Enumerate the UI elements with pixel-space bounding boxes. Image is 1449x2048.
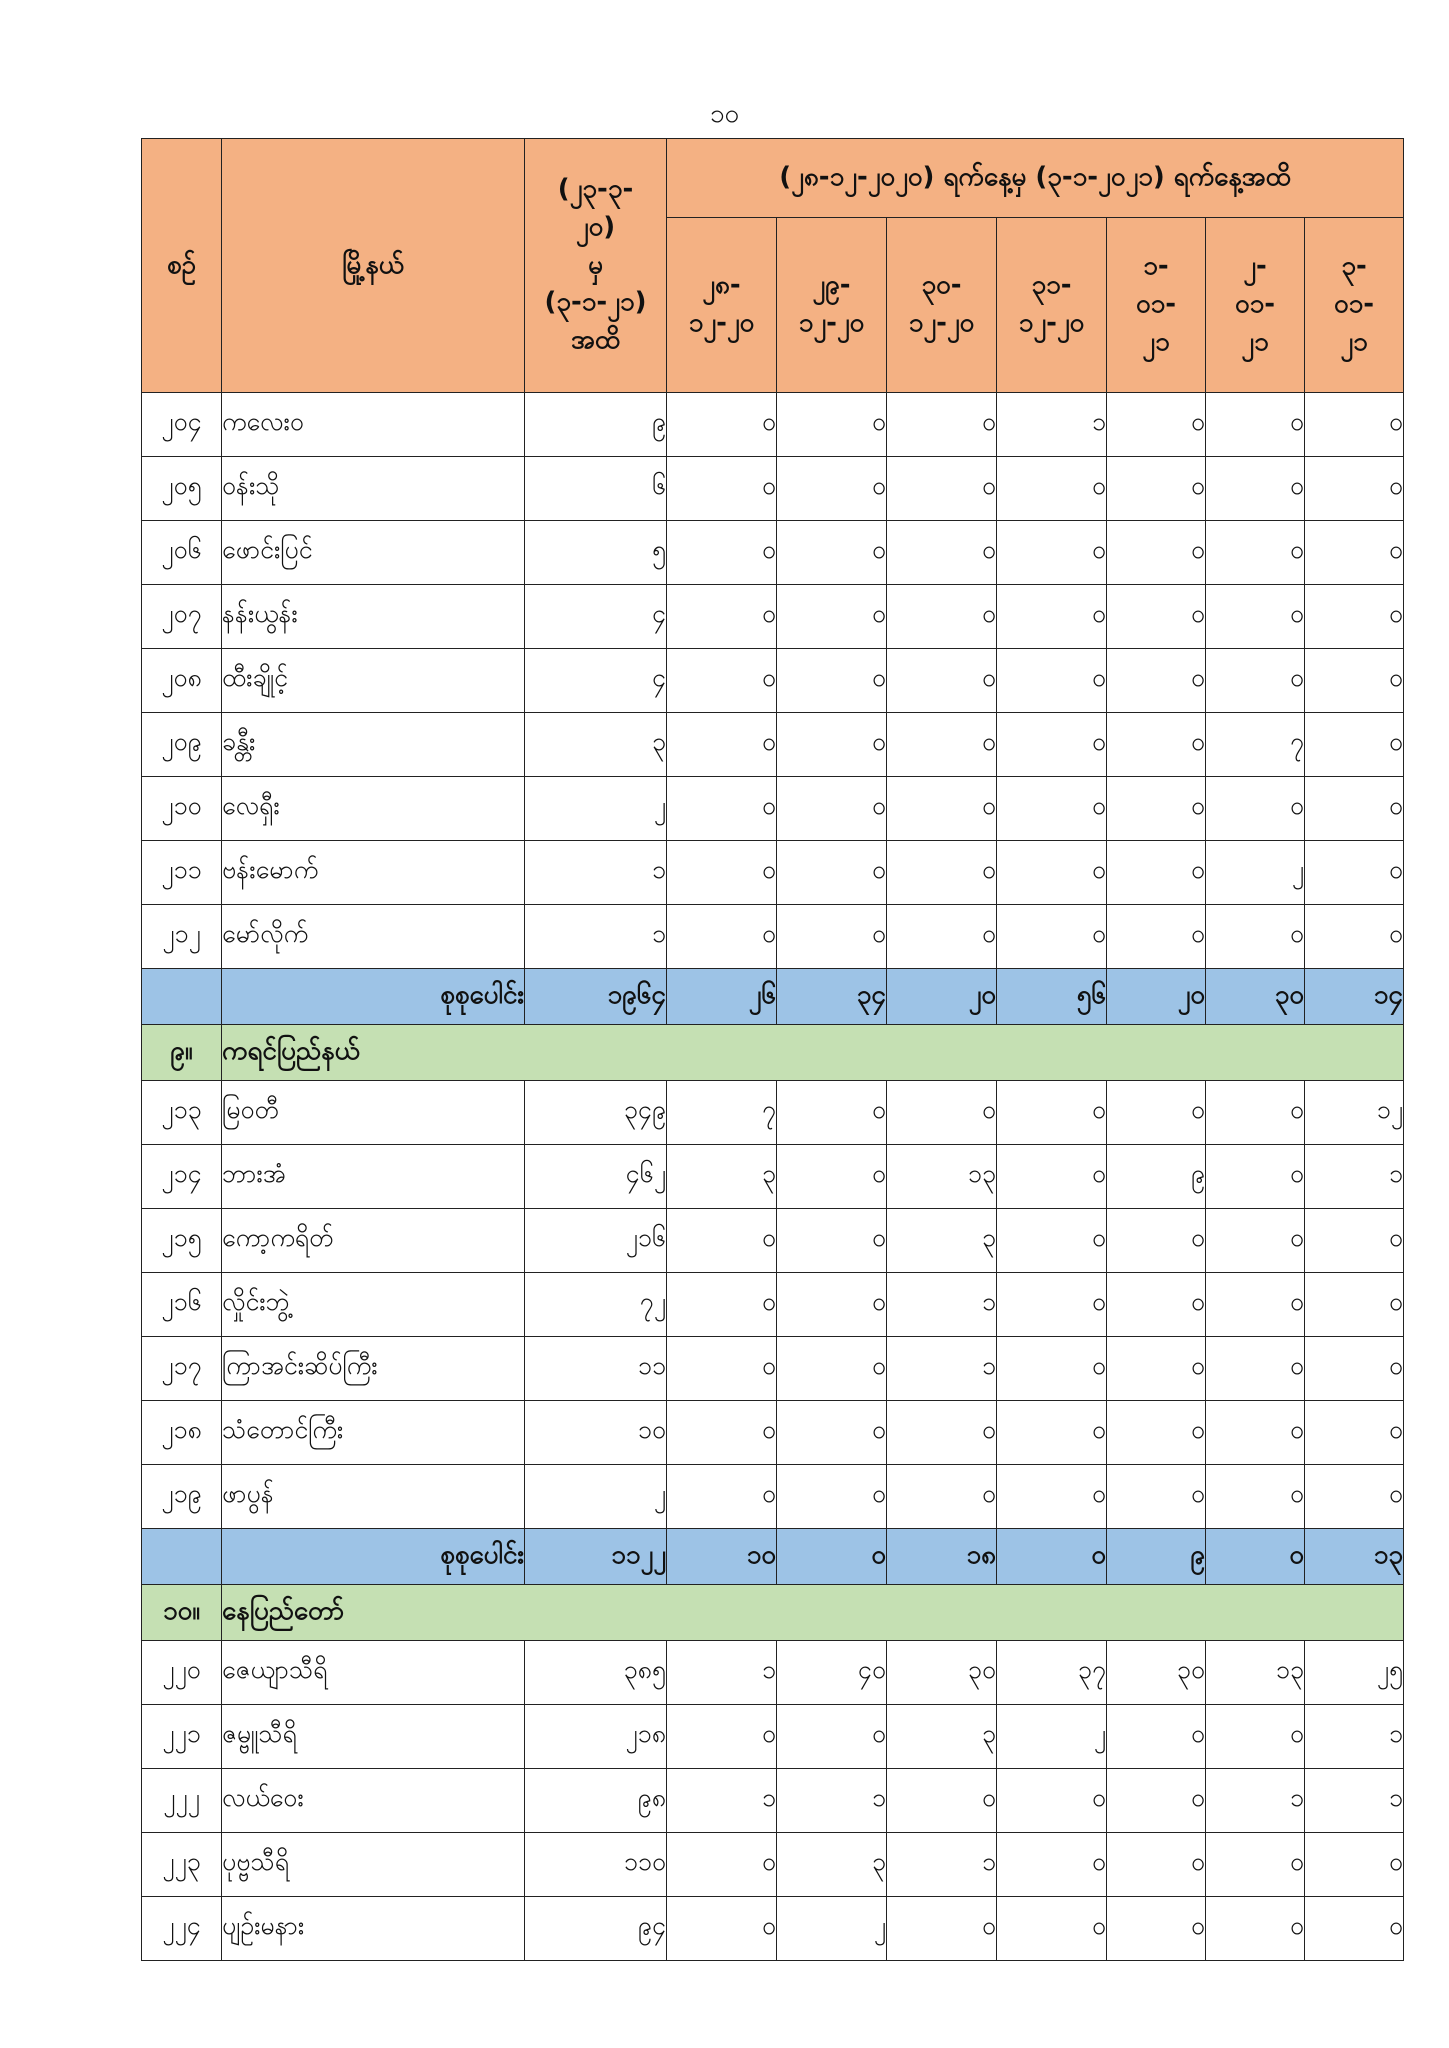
daily-count: ၀ — [1305, 585, 1404, 649]
cumulative-count: ၄ — [525, 649, 667, 713]
daily-count: ၀ — [997, 1209, 1107, 1273]
township-name: လှိုင်းဘွဲ့ — [222, 1273, 525, 1337]
cumulative-count: ၁၀ — [525, 1401, 667, 1465]
daily-count: ၀ — [887, 841, 997, 905]
header-cumulative-line: (၃-၁-၂၁) — [544, 287, 647, 318]
township-name: ထီးချိုင့် — [222, 649, 525, 713]
daily-count: ၀ — [887, 713, 997, 777]
daily-count: ၀ — [1305, 1465, 1404, 1529]
table-row — [142, 1337, 1404, 1401]
daily-count: ၀ — [1107, 841, 1206, 905]
daily-count: ၀ — [667, 1209, 777, 1273]
daily-count: ၀ — [887, 393, 997, 457]
daily-count: ၀ — [1107, 1337, 1206, 1401]
cumulative-count: ၂ — [525, 777, 667, 841]
header-cumulative-line: အထိ — [570, 325, 620, 356]
daily-count: ၁ — [667, 1641, 777, 1705]
table-row — [142, 713, 1404, 777]
cumulative-count: ၂၁၆ — [525, 1209, 667, 1273]
daily-count: ၁ — [667, 1769, 777, 1833]
township-name: လေရှီး — [222, 777, 525, 841]
table-row — [142, 1705, 1404, 1769]
header-date: ၃၁- ၁၂-၂၀ — [997, 218, 1107, 393]
township-name: ဗန်းမောက် — [222, 841, 525, 905]
section-number: ၉။ — [142, 1025, 222, 1081]
daily-count: ၀ — [1206, 1273, 1305, 1337]
daily-count: ၀ — [1206, 1833, 1305, 1897]
total-daily: ၃၀ — [1206, 969, 1305, 1025]
daily-count: ၀ — [777, 1209, 887, 1273]
daily-count: ၀ — [777, 393, 887, 457]
header-date: ၁- ၀၁- ၂၁ — [1107, 218, 1206, 393]
daily-count: ၀ — [887, 649, 997, 713]
daily-count: ၀ — [1305, 1401, 1404, 1465]
daily-count: ၁ — [887, 1833, 997, 1897]
daily-count: ၀ — [667, 1705, 777, 1769]
total-daily: ၁၃ — [1305, 1529, 1404, 1585]
daily-count: ၀ — [1107, 1273, 1206, 1337]
row-number: ၂၀၈ — [142, 649, 222, 713]
table-row — [142, 1897, 1404, 1961]
township-name: ပျဉ်းမနား — [222, 1897, 525, 1961]
daily-count: ၀ — [667, 1337, 777, 1401]
row-number: ၂၀၆ — [142, 521, 222, 585]
cumulative-count: ၃၈၅ — [525, 1641, 667, 1705]
daily-count: ၀ — [997, 1465, 1107, 1529]
table-row — [142, 1401, 1404, 1465]
section-name: နေပြည်တော် — [222, 1585, 1404, 1641]
row-number: ၂၁၈ — [142, 1401, 222, 1465]
section-row — [142, 1585, 1404, 1641]
daily-count: ၀ — [1206, 1081, 1305, 1145]
daily-count: ၀ — [667, 1401, 777, 1465]
total-daily: ၅၆ — [997, 969, 1107, 1025]
cumulative-count: ၅ — [525, 521, 667, 585]
daily-count: ၀ — [1107, 1401, 1206, 1465]
table-row — [142, 777, 1404, 841]
row-number: ၂၀၉ — [142, 713, 222, 777]
cumulative-count: ၇၂ — [525, 1273, 667, 1337]
daily-count: ၄၀ — [777, 1641, 887, 1705]
daily-count: ၀ — [887, 777, 997, 841]
total-label: စုစုပေါင်း — [222, 1529, 525, 1585]
table-row — [142, 585, 1404, 649]
daily-count: ၀ — [1305, 1897, 1404, 1961]
row-number: ၂၁၃ — [142, 1081, 222, 1145]
daily-count: ၇ — [1206, 713, 1305, 777]
table-row — [142, 1641, 1404, 1705]
daily-count: ၀ — [1206, 585, 1305, 649]
daily-count: ၁၃ — [887, 1145, 997, 1209]
daily-count: ၀ — [1107, 1209, 1206, 1273]
cumulative-count: ၉၄ — [525, 1897, 667, 1961]
cumulative-count: ၁ — [525, 905, 667, 969]
daily-count: ၀ — [1107, 585, 1206, 649]
header-cumulative-line: (၂၃-၃- — [557, 174, 634, 205]
daily-count: ၀ — [777, 1081, 887, 1145]
total-daily: ၀ — [777, 1529, 887, 1585]
daily-count: ၀ — [887, 1465, 997, 1529]
daily-count: ၀ — [997, 457, 1107, 521]
row-number: ၂၁၂ — [142, 905, 222, 969]
table-row — [142, 521, 1404, 585]
daily-count: ၃၇ — [997, 1641, 1107, 1705]
daily-count: ၀ — [1305, 713, 1404, 777]
daily-count: ၀ — [1305, 841, 1404, 905]
daily-count: ၁ — [887, 1337, 997, 1401]
cumulative-count: ၆ — [525, 457, 667, 521]
daily-count: ၀ — [1206, 521, 1305, 585]
daily-count: ၀ — [1107, 905, 1206, 969]
daily-count: ၀ — [1107, 777, 1206, 841]
daily-count: ၀ — [777, 1145, 887, 1209]
daily-count: ၀ — [887, 905, 997, 969]
daily-count: ၀ — [1305, 393, 1404, 457]
daily-count: ၀ — [667, 1273, 777, 1337]
row-number: ၂၂၃ — [142, 1833, 222, 1897]
total-daily: ၁၈ — [887, 1529, 997, 1585]
row-number: ၂၁၀ — [142, 777, 222, 841]
daily-count: ၀ — [1107, 1769, 1206, 1833]
daily-count: ၃ — [887, 1705, 997, 1769]
daily-count: ၉ — [1107, 1145, 1206, 1209]
daily-count: ၀ — [1305, 457, 1404, 521]
daily-count: ၁ — [1305, 1769, 1404, 1833]
township-name: ခန္တီး — [222, 713, 525, 777]
daily-count: ၀ — [777, 905, 887, 969]
daily-count: ၀ — [777, 1273, 887, 1337]
daily-count: ၀ — [667, 713, 777, 777]
daily-count: ၀ — [997, 1273, 1107, 1337]
daily-count: ၇ — [667, 1081, 777, 1145]
daily-count: ၀ — [887, 1897, 997, 1961]
daily-count: ၀ — [1107, 1833, 1206, 1897]
daily-count: ၀ — [777, 777, 887, 841]
daily-count: ၀ — [667, 905, 777, 969]
daily-count: ၀ — [997, 1145, 1107, 1209]
township-name: ကြာအင်းဆိပ်ကြီး — [222, 1337, 525, 1401]
daily-count: ၂ — [997, 1705, 1107, 1769]
page-number: ၁၀ — [709, 99, 740, 129]
daily-count: ၀ — [667, 585, 777, 649]
daily-count: ၀ — [1107, 1897, 1206, 1961]
daily-count: ၀ — [1206, 393, 1305, 457]
township-name: ဖောင်းပြင် — [222, 521, 525, 585]
row-number: ၂၁၆ — [142, 1273, 222, 1337]
daily-count: ၀ — [1107, 393, 1206, 457]
daily-count: ၀ — [997, 585, 1107, 649]
row-number: ၂၁၁ — [142, 841, 222, 905]
daily-count: ၀ — [997, 649, 1107, 713]
daily-count: ၀ — [1107, 457, 1206, 521]
header-date: ၂- ၀၁- ၂၁ — [1206, 218, 1305, 393]
daily-count: ၀ — [1206, 457, 1305, 521]
table-row — [142, 841, 1404, 905]
daily-count: ၂၅ — [1305, 1641, 1404, 1705]
daily-count: ၀ — [1305, 1833, 1404, 1897]
daily-count: ၀ — [1206, 905, 1305, 969]
daily-count: ၀ — [1305, 777, 1404, 841]
daily-count: ၁ — [1206, 1769, 1305, 1833]
daily-count: ၀ — [777, 1465, 887, 1529]
cumulative-count: ၁ — [525, 841, 667, 905]
daily-count: ၀ — [1206, 777, 1305, 841]
daily-count: ၀ — [667, 393, 777, 457]
daily-count: ၁ — [997, 393, 1107, 457]
daily-count: ၀ — [997, 521, 1107, 585]
daily-count: ၀ — [1107, 1081, 1206, 1145]
daily-count: ၀ — [997, 1769, 1107, 1833]
daily-count: ၀ — [997, 713, 1107, 777]
cumulative-count: ၄ — [525, 585, 667, 649]
row-number: ၂၁၇ — [142, 1337, 222, 1401]
daily-count: ၁၂ — [1305, 1081, 1404, 1145]
daily-count: ၀ — [667, 457, 777, 521]
daily-count: ၀ — [777, 521, 887, 585]
daily-count: ၀ — [997, 777, 1107, 841]
table-row — [142, 1209, 1404, 1273]
township-name: လယ်ဝေး — [222, 1769, 525, 1833]
township-name: သံတောင်ကြီး — [222, 1401, 525, 1465]
header-date: ၂၈- ၁၂-၂၀ — [667, 218, 777, 393]
daily-count: ၀ — [1107, 1705, 1206, 1769]
row-number: ၂၂၁ — [142, 1705, 222, 1769]
header-township: မြို့နယ် — [222, 139, 525, 393]
total-blank-cell — [142, 1529, 222, 1585]
daily-count: ၀ — [1206, 1337, 1305, 1401]
section-name: ကရင်ပြည်နယ် — [222, 1025, 1404, 1081]
daily-count: ၀ — [1206, 1145, 1305, 1209]
daily-count: ၀ — [997, 1897, 1107, 1961]
daily-count: ၀ — [1305, 649, 1404, 713]
row-number: ၂၁၄ — [142, 1145, 222, 1209]
daily-count: ၀ — [667, 1897, 777, 1961]
daily-count: ၀ — [777, 1337, 887, 1401]
cumulative-count: ၉၈ — [525, 1769, 667, 1833]
header-cumulative-line: မှ — [588, 249, 603, 280]
header-date: ၃- ၀၁- ၂၁ — [1305, 218, 1404, 393]
total-row — [142, 969, 1404, 1025]
daily-count: ၀ — [997, 1401, 1107, 1465]
table-row — [142, 649, 1404, 713]
total-daily: ၉ — [1107, 1529, 1206, 1585]
total-daily: ၀ — [1206, 1529, 1305, 1585]
row-number: ၂၂၂ — [142, 1769, 222, 1833]
daily-count: ၀ — [777, 1705, 887, 1769]
daily-count: ၁ — [777, 1769, 887, 1833]
daily-count: ၀ — [777, 585, 887, 649]
daily-count: ၀ — [997, 1081, 1107, 1145]
township-name: ပုဗ္ဗသီရိ — [222, 1833, 525, 1897]
table-row — [142, 905, 1404, 969]
daily-count: ၀ — [887, 521, 997, 585]
daily-count: ၁၃ — [1206, 1641, 1305, 1705]
total-daily: ၁၄ — [1305, 969, 1404, 1025]
total-daily: ၂၀ — [1107, 969, 1206, 1025]
daily-count: ၀ — [887, 1401, 997, 1465]
daily-count: ၀ — [997, 905, 1107, 969]
daily-count: ၀ — [997, 1337, 1107, 1401]
township-name: ဇမ္ဗူသီရိ — [222, 1705, 525, 1769]
row-number: ၂၁၅ — [142, 1209, 222, 1273]
daily-count: ၀ — [887, 1769, 997, 1833]
table-row — [142, 1081, 1404, 1145]
daily-count: ၃၀ — [1107, 1641, 1206, 1705]
daily-count: ၀ — [667, 649, 777, 713]
total-daily: ၁၀ — [667, 1529, 777, 1585]
header-cumulative-line: ၂၀) — [575, 211, 616, 242]
daily-count: ၀ — [887, 457, 997, 521]
daily-count: ၂ — [1206, 841, 1305, 905]
total-label: စုစုပေါင်း — [222, 969, 525, 1025]
cumulative-count: ၁၁ — [525, 1337, 667, 1401]
daily-count: ၀ — [777, 1401, 887, 1465]
daily-count: ၀ — [667, 841, 777, 905]
header-cumulative — [525, 139, 667, 393]
cumulative-count: ၂၁၈ — [525, 1705, 667, 1769]
daily-count: ၀ — [1206, 1465, 1305, 1529]
daily-count: ၀ — [1107, 649, 1206, 713]
township-name: ကော့ကရိတ် — [222, 1209, 525, 1273]
total-daily: ၀ — [997, 1529, 1107, 1585]
daily-count: ၀ — [667, 521, 777, 585]
row-number: ၂၂၀ — [142, 1641, 222, 1705]
cumulative-count: ၃၄၉ — [525, 1081, 667, 1145]
table-row — [142, 1273, 1404, 1337]
township-name: မြဝတီ — [222, 1081, 525, 1145]
township-name: နန်းယွန်း — [222, 585, 525, 649]
daily-count: ၁ — [1305, 1705, 1404, 1769]
daily-count: ၀ — [667, 777, 777, 841]
table-row — [142, 1769, 1404, 1833]
total-daily: ၃၄ — [777, 969, 887, 1025]
table-row — [142, 1465, 1404, 1529]
daily-count: ၀ — [1305, 521, 1404, 585]
township-name: ဖာပွန် — [222, 1465, 525, 1529]
table-row — [142, 1145, 1404, 1209]
row-number: ၂၂၄ — [142, 1897, 222, 1961]
cumulative-count: ၄၆၂ — [525, 1145, 667, 1209]
daily-count: ၀ — [1305, 1209, 1404, 1273]
row-number: ၂၀၅ — [142, 457, 222, 521]
daily-count: ၁ — [887, 1273, 997, 1337]
cumulative-count: ၂ — [525, 1465, 667, 1529]
daily-count: ၀ — [777, 713, 887, 777]
total-cumulative: ၁၉၆၄ — [525, 969, 667, 1025]
section-number: ၁၀။ — [142, 1585, 222, 1641]
daily-count: ၀ — [887, 585, 997, 649]
daily-count: ၀ — [777, 649, 887, 713]
daily-count: ၀ — [1107, 713, 1206, 777]
header-date-range: (၂၈-၁၂-၂၀၂၀) ရက်နေ့မှ (၃-၁-၂၀၂၁) ရက်နေ့အထိ — [667, 139, 1404, 218]
daily-count: ၀ — [1305, 1273, 1404, 1337]
daily-count: ၃ — [887, 1209, 997, 1273]
total-cumulative: ၁၁၂၂ — [525, 1529, 667, 1585]
daily-count: ၀ — [667, 1833, 777, 1897]
table-row — [142, 1833, 1404, 1897]
daily-count: ၀ — [1206, 649, 1305, 713]
daily-count: ၀ — [1305, 905, 1404, 969]
row-number: ၂၀၇ — [142, 585, 222, 649]
total-daily: ၂၀ — [887, 969, 997, 1025]
total-blank-cell — [142, 969, 222, 1025]
row-number: ၂၁၉ — [142, 1465, 222, 1529]
township-name: မော်လိုက် — [222, 905, 525, 969]
daily-count: ၀ — [1206, 1209, 1305, 1273]
covid-cases-table — [141, 138, 1404, 1961]
daily-count: ၃၀ — [887, 1641, 997, 1705]
total-daily: ၂၆ — [667, 969, 777, 1025]
table-row — [142, 393, 1404, 457]
cumulative-count: ၁၁၀ — [525, 1833, 667, 1897]
township-name: ဘားအံ — [222, 1145, 525, 1209]
daily-count: ၀ — [1206, 1897, 1305, 1961]
township-name: ဝန်းသို — [222, 457, 525, 521]
row-number: ၂၀၄ — [142, 393, 222, 457]
cumulative-count: ၉ — [525, 393, 667, 457]
table-row — [142, 457, 1404, 521]
daily-count: ၂ — [777, 1897, 887, 1961]
daily-count: ၀ — [1206, 1401, 1305, 1465]
daily-count: ၀ — [777, 841, 887, 905]
daily-count: ၃ — [667, 1145, 777, 1209]
daily-count: ၀ — [887, 1081, 997, 1145]
header-date: ၂၉- ၁၂-၂၀ — [777, 218, 887, 393]
daily-count: ၃ — [777, 1833, 887, 1897]
section-row — [142, 1025, 1404, 1081]
daily-count: ၀ — [997, 1833, 1107, 1897]
daily-count: ၀ — [1206, 1705, 1305, 1769]
daily-count: ၀ — [777, 457, 887, 521]
daily-count: ၀ — [997, 841, 1107, 905]
daily-count: ၀ — [667, 1465, 777, 1529]
daily-count: ၀ — [1305, 1337, 1404, 1401]
township-name: ဇေယျာသီရိ — [222, 1641, 525, 1705]
header-sno: စဉ် — [142, 139, 222, 393]
total-row — [142, 1529, 1404, 1585]
daily-count: ၀ — [1107, 1465, 1206, 1529]
daily-count: ၀ — [1107, 521, 1206, 585]
daily-count: ၁ — [1305, 1145, 1404, 1209]
header-date: ၃၀- ၁၂-၂၀ — [887, 218, 997, 393]
township-name: ကလေးဝ — [222, 393, 525, 457]
cumulative-count: ၃ — [525, 713, 667, 777]
